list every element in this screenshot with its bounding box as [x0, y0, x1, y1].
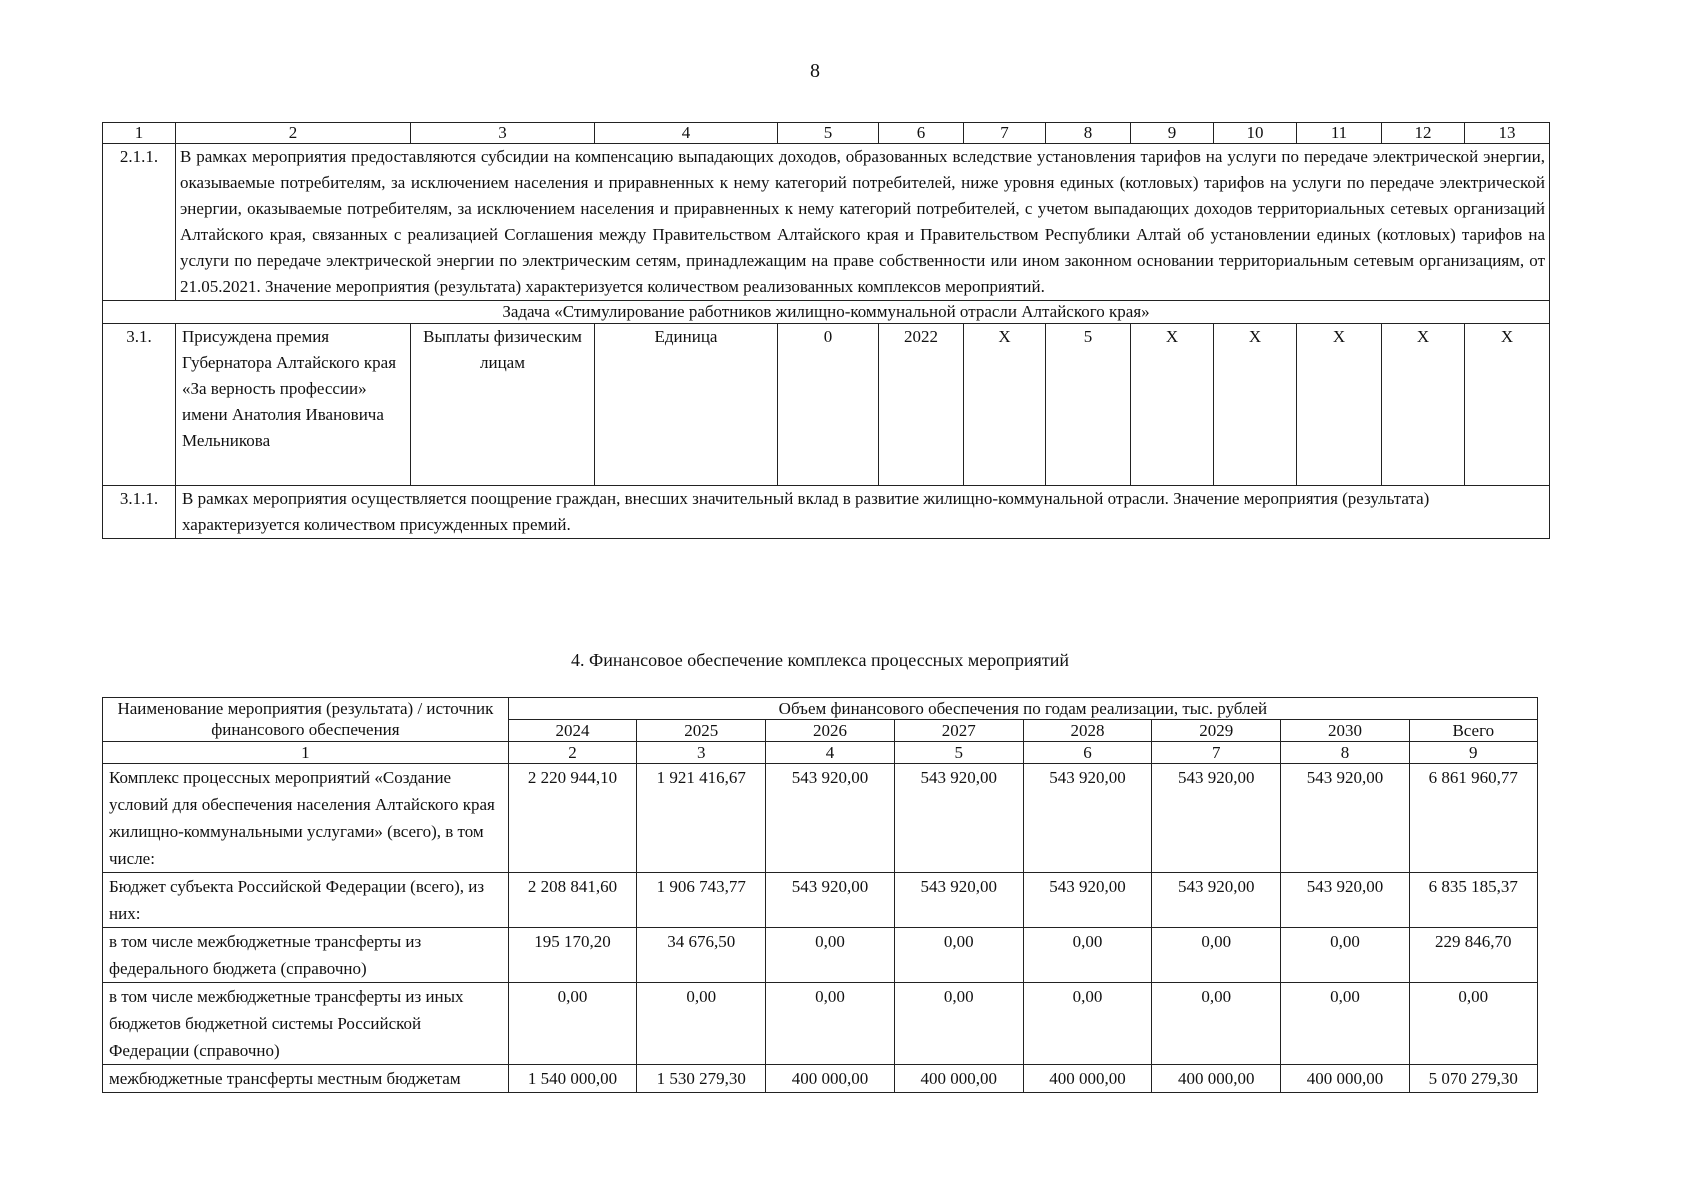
value-2029: 0,00	[1152, 983, 1281, 1065]
value-total: 6 835 185,37	[1409, 873, 1537, 928]
col-num: 2	[508, 742, 636, 764]
row-name: Бюджет субъекта Российской Федерации (всего), из них:	[103, 873, 509, 928]
row-2-1-1	[103, 144, 1550, 301]
value-2026: 543 920,00	[766, 873, 894, 928]
row-3-1-1	[103, 486, 1550, 539]
cell-10: X	[1214, 324, 1297, 486]
row-description: В рамках мероприятия предоставляются субсидии на компенсацию выпадающих доходов, образованных вследствие установления тарифов на услуги по передаче электрической энергии, оказываемые потребителям, за исключением населения и приравненных к нему категорий потребителей, ниже уровня единых (котловых) тарифов на услуги по передаче электрической энергии, оказываемые потребителям, за исключением населения и приравненных к нему категорий потребителей, с учетом выпадающих доходов территориальных сетевых организаций Алтайского края, связанных с реализацией Соглашения между Правительством Алтайского края и Правительством Республики Алтай об установлении единых (котловых) тарифов на услуги по передаче электрической энергии по электрическим сетям, принадлежащим на праве собственности или ином законном основании территориальным сетевым организациям, от 21.05.2021. Значение мероприятия (результата) характеризуется количеством реализованных комплексов мероприятий.	[176, 144, 1550, 301]
value-2030: 543 920,00	[1281, 764, 1409, 873]
col-num-5: 5	[778, 123, 879, 144]
financing-row-local-transfers	[103, 1065, 1538, 1093]
column-number-row	[103, 742, 1538, 764]
row-number: 2.1.1.	[103, 144, 176, 301]
value-2025: 1 530 279,30	[637, 1065, 766, 1093]
row-number: 3.1.	[103, 324, 176, 486]
year-header: 2024	[508, 720, 636, 742]
col-num: 9	[1409, 742, 1537, 764]
value-2030: 543 920,00	[1281, 873, 1409, 928]
col-num: 1	[103, 742, 509, 764]
col-num: 3	[637, 742, 766, 764]
value-2026: 400 000,00	[766, 1065, 894, 1093]
value-2027: 543 920,00	[894, 873, 1023, 928]
value-2029: 543 920,00	[1152, 764, 1281, 873]
financing-row-total	[103, 764, 1538, 873]
cell-9: X	[1131, 324, 1214, 486]
task-row	[103, 301, 1550, 324]
value-2029: 0,00	[1152, 928, 1281, 983]
year-header: 2028	[1023, 720, 1151, 742]
row-name: межбюджетные трансферты местным бюджетам	[103, 1065, 509, 1093]
row-3-1	[103, 324, 1550, 486]
value-2027: 400 000,00	[894, 1065, 1023, 1093]
value-2028: 543 920,00	[1023, 873, 1151, 928]
value-2024: 2 208 841,60	[508, 873, 636, 928]
volume-header: Объем финансового обеспечения по годам реализации, тыс. рублей	[508, 698, 1537, 720]
unit: Единица	[595, 324, 778, 486]
value-total: 5 070 279,30	[1409, 1065, 1537, 1093]
cell-7: X	[964, 324, 1046, 486]
value-2027: 543 920,00	[894, 764, 1023, 873]
value-2024: 195 170,20	[508, 928, 636, 983]
year-header: 2027	[894, 720, 1023, 742]
row-number: 3.1.1.	[103, 486, 176, 539]
cell-6: 2022	[879, 324, 964, 486]
value-2027: 0,00	[894, 983, 1023, 1065]
row-name: в том числе межбюджетные трансферты из федерального бюджета (справочно)	[103, 928, 509, 983]
row-name: в том числе межбюджетные трансферты из иных бюджетов бюджетной системы Российской Федерации (справочно)	[103, 983, 509, 1065]
task-title: Задача «Стимулирование работников жилищно-коммунальной отрасли Алтайского края»	[103, 301, 1550, 324]
value-2025: 1 906 743,77	[637, 873, 766, 928]
col-num-9: 9	[1131, 123, 1214, 144]
value-2028: 0,00	[1023, 983, 1151, 1065]
name-header: Наименование мероприятия (результата) / источник финансового обеспечения	[103, 698, 509, 742]
col-num: 4	[766, 742, 894, 764]
total-header: Всего	[1409, 720, 1537, 742]
value-2026: 0,00	[766, 928, 894, 983]
col-num-2: 2	[176, 123, 411, 144]
cell-11: X	[1297, 324, 1382, 486]
col-num-1: 1	[103, 123, 176, 144]
result-type: Выплаты физическим лицам	[411, 324, 595, 486]
value-2029: 543 920,00	[1152, 873, 1281, 928]
value-2025: 0,00	[637, 983, 766, 1065]
cell-8: 5	[1046, 324, 1131, 486]
value-2028: 543 920,00	[1023, 764, 1151, 873]
results-table	[102, 122, 1550, 539]
financing-row-other-transfers	[103, 983, 1538, 1065]
value-total: 6 861 960,77	[1409, 764, 1537, 873]
col-num-4: 4	[595, 123, 778, 144]
col-num-8: 8	[1046, 123, 1131, 144]
year-header: 2025	[637, 720, 766, 742]
financing-table	[102, 697, 1538, 1093]
col-num-13: 13	[1465, 123, 1550, 144]
col-num: 8	[1281, 742, 1409, 764]
result-name: Присуждена премия Губернатора Алтайского края «За верность профессии» имени Анатолия Ивановича Мельникова	[176, 324, 411, 486]
value-2024: 0,00	[508, 983, 636, 1065]
col-num: 6	[1023, 742, 1151, 764]
column-number-row	[103, 123, 1550, 144]
value-2025: 1 921 416,67	[637, 764, 766, 873]
value-2024: 1 540 000,00	[508, 1065, 636, 1093]
financing-row-federal-transfers	[103, 928, 1538, 983]
value-2028: 400 000,00	[1023, 1065, 1151, 1093]
col-num-11: 11	[1297, 123, 1382, 144]
value-2026: 0,00	[766, 983, 894, 1065]
year-header: 2030	[1281, 720, 1409, 742]
value-total: 0,00	[1409, 983, 1537, 1065]
col-num-6: 6	[879, 123, 964, 144]
value-2030: 0,00	[1281, 983, 1409, 1065]
value-2029: 400 000,00	[1152, 1065, 1281, 1093]
col-num-10: 10	[1214, 123, 1297, 144]
financing-row-regional-budget	[103, 873, 1538, 928]
col-num: 7	[1152, 742, 1281, 764]
row-description: В рамках мероприятия осуществляется поощрение граждан, внесших значительный вклад в развитие жилищно-коммунальной отрасли. Значение мероприятия (результата) характеризуется количеством присужденных премий.	[176, 486, 1550, 539]
year-header: 2026	[766, 720, 894, 742]
year-header: 2029	[1152, 720, 1281, 742]
value-2030: 400 000,00	[1281, 1065, 1409, 1093]
col-num-7: 7	[964, 123, 1046, 144]
page-number: 8	[810, 60, 820, 82]
section-title: 4. Финансовое обеспечение комплекса процессных мероприятий	[571, 650, 1069, 670]
value-2028: 0,00	[1023, 928, 1151, 983]
col-num-12: 12	[1382, 123, 1465, 144]
value-total: 229 846,70	[1409, 928, 1537, 983]
value-2026: 543 920,00	[766, 764, 894, 873]
value-2025: 34 676,50	[637, 928, 766, 983]
row-name: Комплекс процессных мероприятий «Создание условий для обеспечения населения Алтайского края жилищно-коммунальными услугами» (всего), в том числе:	[103, 764, 509, 873]
financing-header-row	[103, 698, 1538, 720]
col-num-3: 3	[411, 123, 595, 144]
cell-12: X	[1382, 324, 1465, 486]
value-2030: 0,00	[1281, 928, 1409, 983]
col-num: 5	[894, 742, 1023, 764]
cell-13: X	[1465, 324, 1550, 486]
value-2024: 2 220 944,10	[508, 764, 636, 873]
value-2027: 0,00	[894, 928, 1023, 983]
cell-5: 0	[778, 324, 879, 486]
